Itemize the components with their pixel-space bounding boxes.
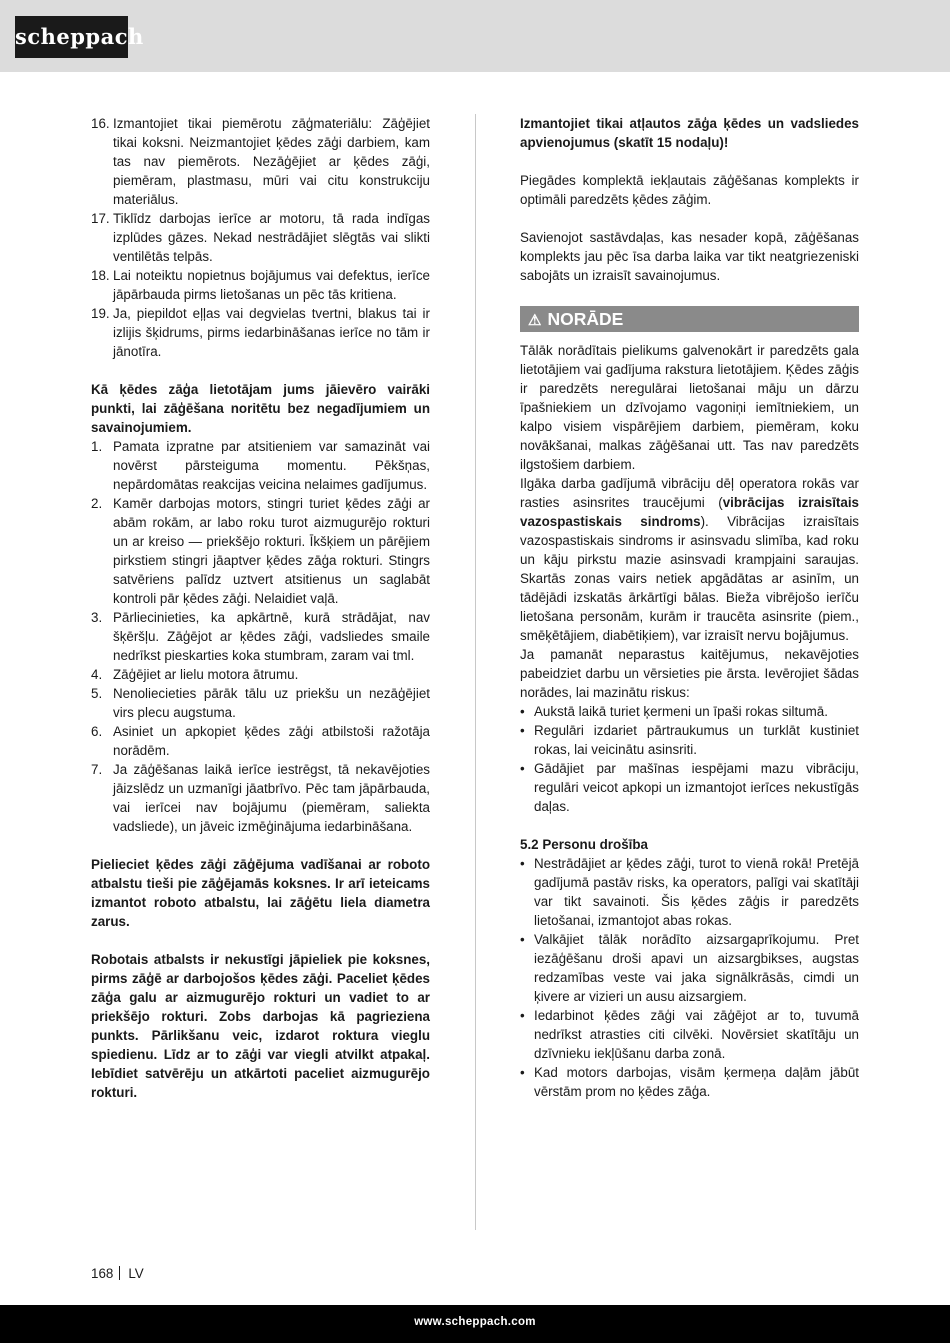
list-item: 3. Pārliecinieties, ka apkārtnē, kurā strādājat, nav šķēršļu. Zāģējot ar ķēdes zāģi, vadsliedes smaile nedrīkst pieskarties koka stumbram, zaram vai tml. <box>91 610 430 663</box>
note-paragraph: Ja pamanāt neparastus kaitējumus, nekavējoties pabeidziet darbu un vērsieties pie ārsta. Ievērojiet šādas norādes, lai mazinātu riskus: <box>520 647 859 700</box>
list-item: • Iedarbinot ķēdes zāģi vai zāģējot ar to, tuvumā nedrīkst atrasties citi cilvēki. Novērsiet skatītāju un dzīvnieku iekļūšanu darba zonā. <box>520 1008 859 1061</box>
risk-bullets <box>520 702 859 816</box>
language-code: LV <box>128 1266 144 1281</box>
note-paragraph: Tālāk norādītais pielikums galvenokārt ir paredzēts gala lietotājiem vai gadījuma rakstura lietotājiem. Ķēdes zāģis ir paredzēts neregulārai lietošanai māju un dārzu īpašniekiem un dzīvojamo vagoniņi iemītniekiem, un kalpo visiem vispārējiem darbiem, piemēram, koku novākšanai, malkas zāģēšanai utt. Tas nav paredzēts ilgstošiem darbiem. <box>520 343 859 472</box>
list-item: • Aukstā laikā turiet ķermeni un īpaši rokas siltumā. <box>520 704 828 719</box>
website-link[interactable]: www.scheppach.com <box>414 1316 536 1328</box>
paragraph: Savienojot sastāvdaļas, kas nesader kopā, zāģēšanas komplekts jau pēc īsa darba laika var tikt neatgriezeniski sabojāts un izraisīt savainojumus. <box>520 230 859 283</box>
page-footer <box>91 1265 144 1283</box>
column-divider <box>475 114 476 1230</box>
list-item: 19. Ja, piepildot eļļas vai degvielas tvertni, blakus tai ir izlijis šķidrums, pirms iedarbināšanas ierīce no tām ir jānotīra. <box>91 306 430 359</box>
left-column <box>91 114 430 1102</box>
personal-safety-bullets <box>520 854 859 1101</box>
brand-logo: scheppach <box>15 16 128 58</box>
list-item: • Nestrādājiet ar ķēdes zāģi, turot to vienā rokā! Pretējā gadījumā pastāv risks, ka operators, palīgi vai skatītāji var tikt savainoti. Šis ķēdes zāģis ir paredzēts lietošanai, izmantojot abas rokas. <box>520 856 859 928</box>
page-header <box>0 0 950 72</box>
list-item: 6. Asiniet un apkopiet ķēdes zāģi atbilstoši ražotāja norādēm. <box>91 724 430 758</box>
paragraph: Piegādes komplektā iekļautais zāģēšanas komplekts ir optimāli paredzēts ķēdes zāģim. <box>520 173 859 207</box>
bold-warning-text: Izmantojiet tikai atļautos zāģa ķēdes un vadsliedes apvienojumus (skatīt 15 nodaļu)! <box>520 116 859 150</box>
list-item: 7. Ja zāģēšanas laikā ierīce iestrēgst, tā nekavējoties jāizslēdz un uzmanīgi jāatbrīvo. Pēc tam jāpārbauda, vai ierīcei nav bojājumu (piemēram, saliekta vadsliede), un jāveic izmēģinājuma iedarbināšana. <box>91 762 430 834</box>
list-item: 1. Pamata izpratne par atsitieniem var samazināt vai novērst pārsteiguma momentu. Pēkšņas, nepārdomātas reakcijas veicina nelaimes gadījumus. <box>91 439 430 492</box>
bold-intro: Kā ķēdes zāģa lietotājam jums jāievēro vairāki punkti, lai zāģēšana noritētu bez negadījumiem un savainojumiem. <box>91 382 430 435</box>
list-item: 16. Izmantojiet tikai piemērotu zāģmateriālu: Zāģējiet tikai koksni. Neizmantojiet ķēdes zāģi darbiem, kam tas nav piemērots. Nezāģējiet ar ķēdes zāģi, piemēram, plastmasu, mūri vai citu konstrukciju materiālus. <box>91 116 430 207</box>
page-number: 168 <box>91 1266 114 1281</box>
website-bar <box>0 1305 950 1343</box>
safety-list-continued <box>91 114 430 361</box>
list-item: • Kad motors darbojas, visām ķermeņa daļām jābūt vērstām prom no ķēdes zāģa. <box>520 1065 859 1099</box>
section-heading: 5.2 Personu drošība <box>520 837 648 852</box>
note-title: NORĀDE <box>547 309 624 329</box>
right-column <box>520 114 859 1101</box>
bold-paragraph: Pielieciet ķēdes zāģi zāģējuma vadīšanai ar roboto atbalstu tieši pie zāģējamās koksnes. Ir arī ieteicams izmantot roboto atbalstu, lai zāģētu liela diametra zarus. <box>91 857 430 929</box>
bold-paragraph: Robotais atbalsts ir nekustīgi jāpieliek pie koksnes, pirms zāģē ar darbojošos ķēdes zāģi. Paceliet ķēdes zāģa galu ar aizmugurējo rokturi un vadiet to ar priekšējo rokturi. Zobs darbojas kā pagrieziena punkts. Pārlikšanu veic, izdarot roktura vieglu spiedienu. Līdz ar to zāģi var viegli atvilkt atpakaļ. Iebīdiet satvērēju un atkārtoti paceliet aizmugurējo rokturi. <box>91 952 430 1100</box>
list-item: • Regulāri izdariet pārtraukumus un turklāt kustiniet rokas, lai veicinātu asinsriti. <box>520 723 859 757</box>
list-item: • Valkājiet tālāk norādīto aizsargaprīkojumu. Pret iezāģēšanu droši apavi un aizsargbikses, augstas redzamības veste vai jaka signālkrāsās, cimdi un ķivere ar vizieri un ausu aizsargiem. <box>520 932 859 1004</box>
note-paragraph: Ilgāka darba gadījumā vibrāciju dēļ operatora rokās var rasties asinsrites traucējumi (vibrācijas izraisītais vazospastiskais sindroms). Vibrācijas izraisītais vazospastiskais sindroms ir asinsvadu slimība, kad roku un kāju pirkstu mazie asinsvadi krampjaini saraujas. Skartās zonas vairs netiek apgādātas ar asinīm, un tādējādi izskatās ārkārtīgi bālas. Bieža vibrējošo ierīču lietošana personām, kurām ir traucēta asinsrite (piem., smēķētājiem, diabētiķiem), var izraisīt nervu bojājumus. <box>520 476 859 643</box>
list-item: 18. Lai noteiktu nopietnus bojājumus vai defektus, ierīce jāpārbauda pirms lietošanas un pēc tās kritiena. <box>91 268 430 302</box>
list-item: 2. Kamēr darbojas motors, stingri turiet ķēdes zāģi ar abām rokām, ar labo roku turot aizmugurējo rokturi un ar kreiso — priekšējo rokturi. Īkšķiem un pārējiem pirkstiem stingri jāaptver ķēdes zāģa rokturi. Stingrs satvēriens palīdz uztvert atsitienus un saglabāt kontroli pār ķēdes zāģi. Nelaidiet vaļā. <box>91 496 430 606</box>
user-points-list <box>91 437 430 836</box>
warning-icon: ⚠ <box>528 312 542 329</box>
list-item: • Gādājiet par mašīnas iespējami mazu vibrāciju, regulāri veicot apkopi un izmantojot ierīces nekustīgās daļas. <box>520 761 859 814</box>
list-item: 5. Nenoliecieties pārāk tālu uz priekšu un nezāģējiet virs plecu augstuma. <box>91 686 430 720</box>
note-header <box>520 306 859 332</box>
list-item: 4. Zāģējiet ar lielu motora ātrumu. <box>91 667 299 682</box>
list-item: 17. Tiklīdz darbojas ierīce ar motoru, tā rada indīgas izplūdes gāzes. Nekad nestrādājiet slēgtās vai slikti ventilētās telpās. <box>91 211 430 264</box>
